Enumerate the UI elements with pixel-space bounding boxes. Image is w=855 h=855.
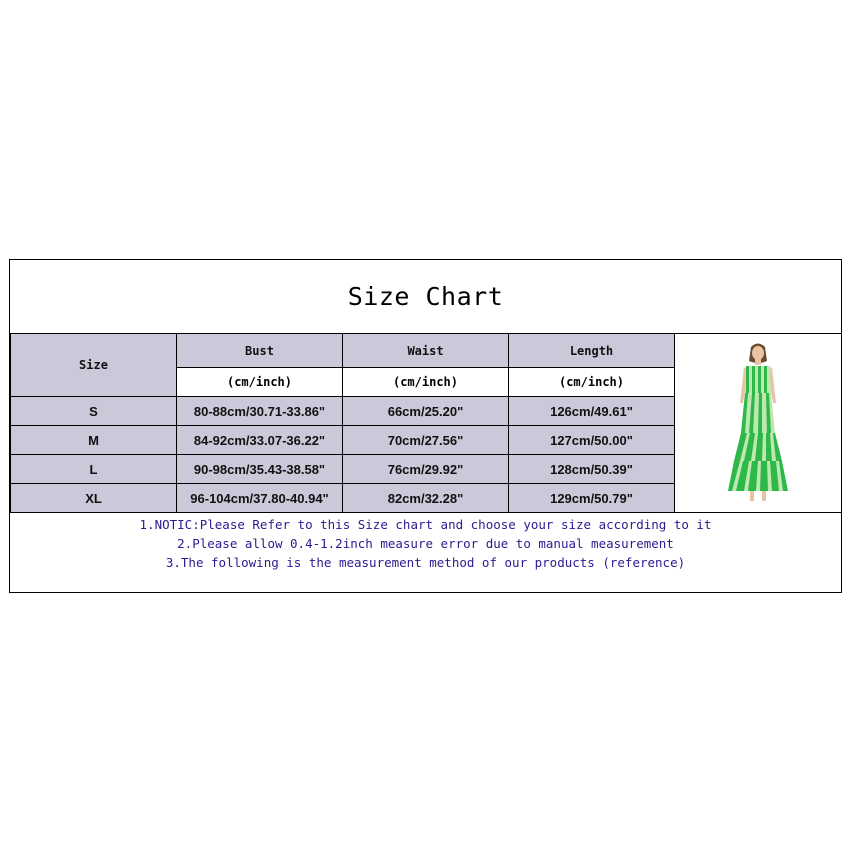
chart-title: Size Chart xyxy=(347,282,504,311)
size-cell: L xyxy=(11,455,177,484)
size-chart xyxy=(9,259,842,593)
bust-cell: 96-104cm/37.80-40.94" xyxy=(177,484,343,513)
bust-unit: (cm/inch) xyxy=(177,368,343,397)
size-table xyxy=(10,333,842,513)
bust-header: Bust xyxy=(177,334,343,368)
note-line: 3.The following is the measurement method of our products (reference) xyxy=(165,555,686,570)
dress-illustration xyxy=(718,341,798,505)
size-header: Size xyxy=(11,334,177,397)
length-cell: 126cm/49.61" xyxy=(509,397,675,426)
bust-cell: 80-88cm/30.71-33.86" xyxy=(177,397,343,426)
waist-unit: (cm/inch) xyxy=(343,368,509,397)
product-photo xyxy=(675,334,842,513)
size-cell: M xyxy=(11,426,177,455)
header-row xyxy=(11,334,842,368)
waist-header: Waist xyxy=(343,334,509,368)
bust-cell: 90-98cm/35.43-38.58" xyxy=(177,455,343,484)
note-line: 2.Please allow 0.4-1.2inch measure error due to manual measurement xyxy=(177,536,674,551)
length-cell: 129cm/50.79" xyxy=(509,484,675,513)
note-line: 1.NOTIC:Please Refer to this Size chart and choose your size according to it xyxy=(139,517,712,532)
waist-cell: 82cm/32.28" xyxy=(343,484,509,513)
bust-cell: 84-92cm/33.07-36.22" xyxy=(177,426,343,455)
size-cell: S xyxy=(11,397,177,426)
size-cell: XL xyxy=(11,484,177,513)
length-unit: (cm/inch) xyxy=(509,368,675,397)
waist-cell: 70cm/27.56" xyxy=(343,426,509,455)
length-cell: 127cm/50.00" xyxy=(509,426,675,455)
length-header: Length xyxy=(509,334,675,368)
notes xyxy=(10,515,841,572)
length-cell: 128cm/50.39" xyxy=(509,455,675,484)
waist-cell: 66cm/25.20" xyxy=(343,397,509,426)
waist-cell: 76cm/29.92" xyxy=(343,455,509,484)
